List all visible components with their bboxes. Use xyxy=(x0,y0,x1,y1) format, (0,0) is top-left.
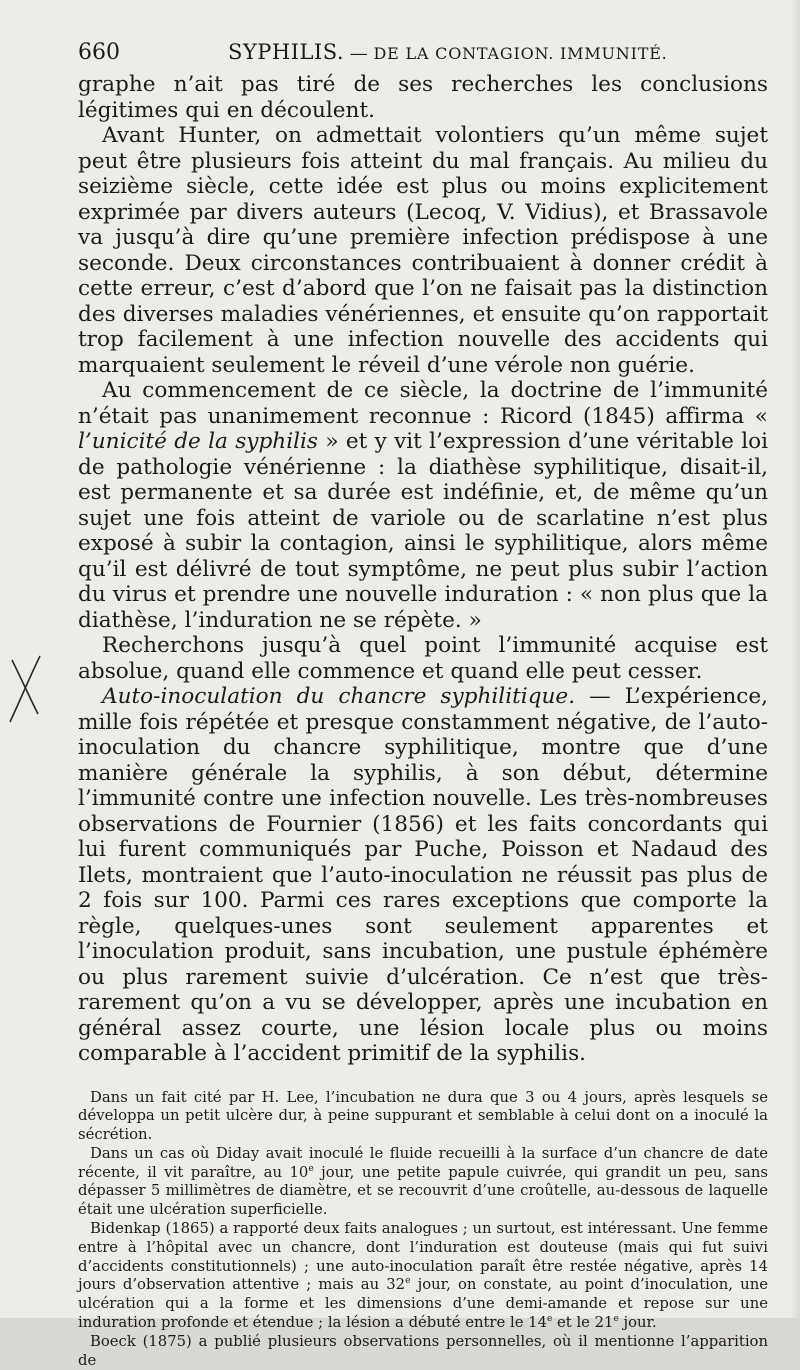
note-diday-b: jour, une petite papule cuivrée, qui grandit un peu, sans dépasser 5 millimètres de diamètre, et se recouvrit d’une croûtelle, au-dessous de laquelle était une ulcération superficielle. xyxy=(78,1164,768,1219)
note-bidenkap-a: Bidenkap (1865) a rapporté deux faits analogues ; un surtout, est intéressant. Une femme entre à l’hôpital avec un chancre, dont l’induration est douteuse (mais qui fut suivi d’accidents constitutionnels) ; une auto-inoculation paraît être restée négative, après 14 jours d’observation attentive ; mais au 32 xyxy=(78,1220,768,1293)
note-diday xyxy=(78,1145,768,1220)
ricord-text-b: » et y vit l’expression d’une véritable loi de pathologie vénérienne : la diathèse syphilitique, disait-il, est permanente et sa durée est indéfinie, et, de même qu’un sujet une fois atteint de variole ou de scarlatine n’est plus exposé à subir la contagion, ainsi le syphilitique, alors même qu’il est délivré de tout symptôme, ne peut plus subir l’action du virus et prendre une nouvelle induration : « non plus que la diathèse, l’induration ne se répète. » xyxy=(78,429,768,633)
section-heading-italic: Auto-inoculation du chancre syphilitique. xyxy=(102,684,575,709)
superscript: e xyxy=(547,1314,552,1324)
note-bidenkap-c: et le 21 xyxy=(552,1314,613,1331)
handwritten-cross-mark-icon xyxy=(6,652,46,724)
ricord-quote-italic: l’unicité de la syphilis xyxy=(78,429,318,454)
superscript: e xyxy=(613,1314,618,1324)
note-diday-a: Dans un cas où Diday avait inoculé le fluide recueilli à la surface d’un chancre de date récente, il vit paraître, au 10 xyxy=(78,1145,768,1181)
header-separator: — xyxy=(344,43,373,64)
small-print-notes xyxy=(78,1089,768,1370)
superscript: e xyxy=(405,1277,410,1287)
paragraph-hunter: Avant Hunter, on admettait volontiers qu’un même sujet peut être plusieurs fois atteint du mal français. Au milieu du seizième siècle, cette idée est plus ou moins explicitement exprimée par divers auteurs (Lecoq, V. Vidius), et Brassavole va jusqu’à dire qu’une première infection prédispose à une seconde. Deux circonstances contribuaient à donner crédit à cette erreur, c’est d’abord que l’on ne faisait pas la distinction des diverses maladies vénériennes, et ensuite qu’on rapportait trop facilement à une infection nouvelle des accidents qui marquaient seulement le réveil d’une vérole non guérie. xyxy=(78,123,768,378)
ricord-text-a: Au commencement de ce siècle, la doctrine de l’immunité n’était pas unanimement reconnue : Ricord (1845) affirma « xyxy=(78,378,768,429)
note-boeck: Boeck (1875) a publié plusieurs observations personnelles, où il mentionne l’apparition de xyxy=(78,1333,768,1370)
paragraph-ricord xyxy=(78,378,768,633)
running-header xyxy=(78,40,768,70)
page-number: 660 xyxy=(78,40,228,65)
paragraph-continuation: graphe n’ait pas tiré de ses recherches les conclusions légitimes qui en découlent. xyxy=(78,72,768,123)
note-bidenkap-d: jour. xyxy=(619,1314,657,1331)
paragraph-immunity-question: Recherchons jusqu’à quel point l’immunité acquise est absolue, quand elle commence et quand elle peut cesser. xyxy=(78,633,768,684)
superscript: e xyxy=(308,1164,313,1174)
running-title: SYPHILIS. xyxy=(228,40,344,64)
page-edge-shadow xyxy=(790,0,800,1318)
running-subtitle: DE LA CONTAGION. IMMUNITÉ. xyxy=(374,44,668,63)
note-bidenkap-b: jour, on constate, au point d’inoculation, une ulcération qui a la forme et les dimensions d’une demi-amande et repose sur une induration profonde et étendue ; la lésion a débuté entre le 14 xyxy=(78,1276,768,1331)
main-text xyxy=(78,72,768,1067)
paragraph-auto-inoculation xyxy=(78,684,768,1067)
note-lee: Dans un fait cité par H. Lee, l’incubation ne dura que 3 ou 4 jours, après lesquels se développa un petit ulcère dur, à peine suppurant et semblable à celui dont on a inoculé la sécrétion. xyxy=(78,1089,768,1145)
auto-inoculation-text: — L’expérience, mille fois répétée et presque constamment négative, de l’auto-inoculation du chancre syphilitique, montre que d’une manière générale la syphilis, à son début, détermine l’immunité contre une infection nouvelle. Les très-nombreuses observations de Fournier (1856) et les faits concordants qui lui furent communiqués par Puche, Poisson et Nadaud des Ilets, montraient que l’auto-inoculation ne réussit pas plus de 2 fois sur 100. Parmi ces rares exceptions que comporte la règle, quelques-unes sont seulement apparentes et l’inoculation produit, sans incubation, une pustule éphémère ou plus rarement suivie d’ulcération. Ce n’est que très-rarement qu’on a vu se développer, après une incubation en général assez courte, une lésion locale plus ou moins comparable à l’accident primitif de la syphilis. xyxy=(78,684,768,1066)
note-bidenkap xyxy=(78,1220,768,1333)
